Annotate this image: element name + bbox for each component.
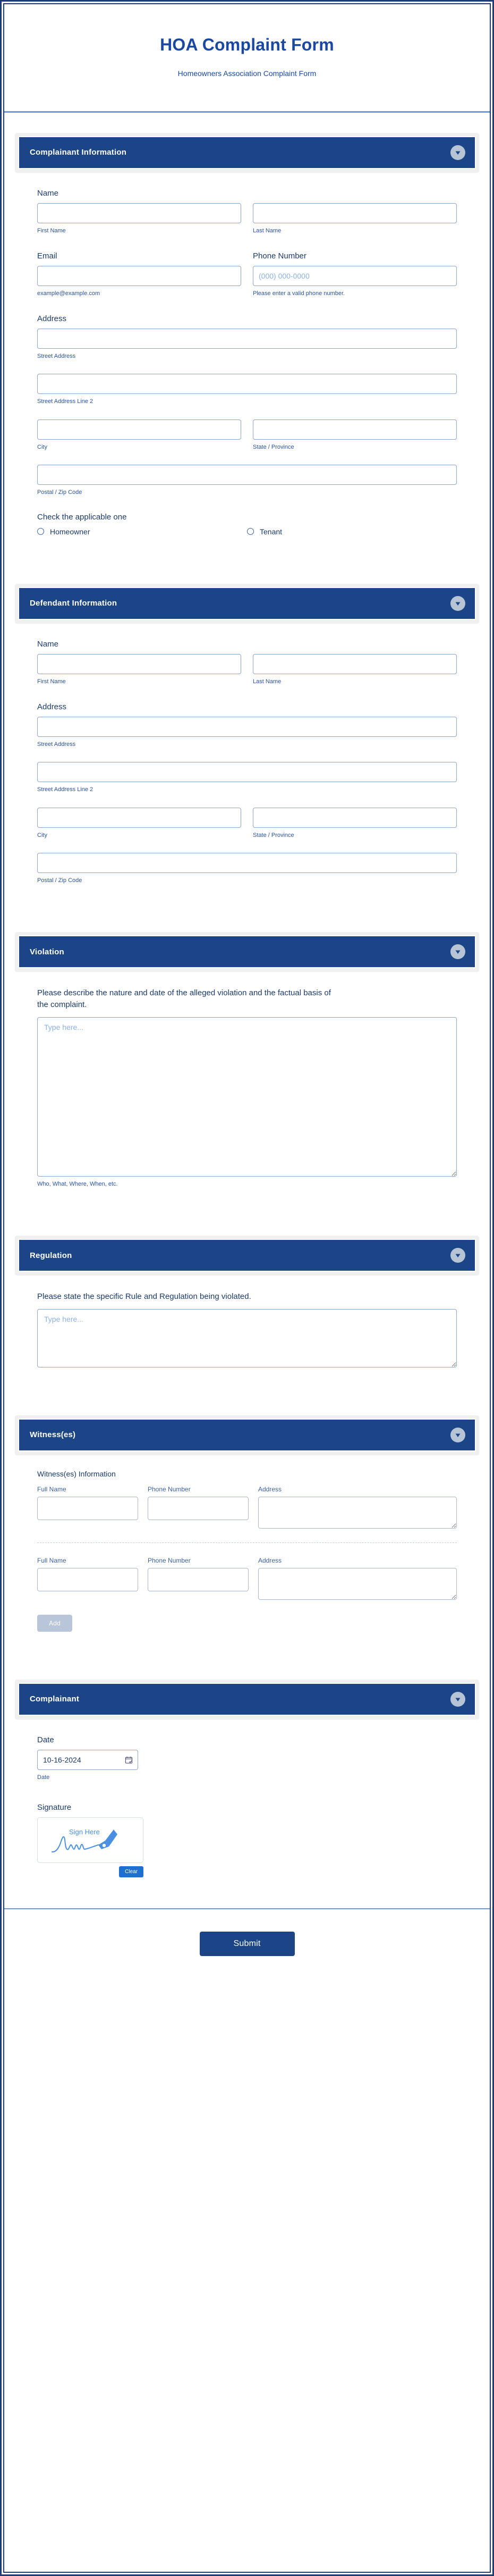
complainant-signoff-fields <box>4 1735 490 1883</box>
violation-description-textarea[interactable] <box>37 1017 457 1177</box>
section-header-complainant-information[interactable] <box>15 133 479 172</box>
clear-signature-button[interactable]: Clear <box>119 1866 143 1877</box>
defendant-last-name-group <box>253 654 457 685</box>
column-header-full-name: Full Name <box>37 1556 66 1564</box>
chevron-down-icon[interactable] <box>450 145 465 160</box>
complainant-name-label: Name <box>37 188 59 198</box>
complainant-city-state-row <box>37 419 457 451</box>
complainant-email-label: Email <box>37 251 57 261</box>
defendant-street-sublabel: Street Address <box>37 741 76 748</box>
radio-label-tenant: Tenant <box>260 527 283 536</box>
defendant-first-name-input[interactable] <box>37 654 241 674</box>
witness-1-full-name-input[interactable] <box>37 1497 138 1520</box>
spacer <box>37 794 457 808</box>
witnesses-heading: Witness(es) Information <box>37 1469 116 1478</box>
column-header-address: Address <box>258 1556 282 1564</box>
complainant-last-name-input[interactable] <box>253 203 457 223</box>
submit-button[interactable]: Submit <box>200 1932 295 1956</box>
chevron-down-icon[interactable] <box>450 944 465 959</box>
complainant-street-address-input[interactable] <box>37 329 457 349</box>
defendant-address-label: Address <box>37 702 67 711</box>
section-title: Complainant <box>30 1694 80 1704</box>
defendant-city-sublabel: City <box>37 832 47 838</box>
complainant-phone-sublabel: Please enter a valid phone number. <box>253 290 345 297</box>
section-header-inner <box>18 136 476 169</box>
section-title: Defendant Information <box>30 599 117 608</box>
complainant-first-name-input[interactable] <box>37 203 241 223</box>
spacer <box>37 884 457 907</box>
witness-1-address-textarea[interactable] <box>258 1497 457 1529</box>
page-subtitle: Homeowners Association Complaint Form <box>177 69 317 78</box>
complainant-street-group <box>37 329 457 360</box>
spacer <box>37 839 457 853</box>
complainant-street2-group <box>37 374 457 405</box>
complainant-street2-sublabel: Street Address Line 2 <box>37 398 93 405</box>
section-header-inner <box>18 935 476 968</box>
applicable-one-label: Check the applicable one <box>37 513 127 522</box>
column-header-full-name: Full Name <box>37 1485 66 1493</box>
complainant-state-input[interactable] <box>253 419 457 440</box>
defendant-postal-sublabel: Postal / Zip Code <box>37 877 82 884</box>
witness-2-phone-input[interactable] <box>148 1568 249 1591</box>
witnesses-fields <box>4 1470 490 1659</box>
date-input[interactable] <box>37 1750 138 1770</box>
violation-fields <box>4 987 490 1215</box>
witness-1-name-cell <box>37 1486 138 1520</box>
spacer <box>37 748 457 762</box>
defendant-first-name-group <box>37 654 241 685</box>
complainant-last-name-group <box>253 203 457 234</box>
column-header-address: Address <box>258 1485 282 1493</box>
witness-2-address-textarea[interactable] <box>258 1568 457 1600</box>
witness-1-phone-input[interactable] <box>148 1497 249 1520</box>
calendar-icon[interactable] <box>125 1756 133 1764</box>
section-title: Complainant Information <box>30 148 127 157</box>
table-row <box>37 1557 457 1600</box>
defendant-information-fields <box>4 639 490 912</box>
spacer <box>37 451 457 465</box>
complainant-phone-group <box>253 235 457 298</box>
column-header-phone-number: Phone Number <box>148 1556 191 1564</box>
submit-footer <box>4 1908 490 1988</box>
defendant-city-input[interactable] <box>37 808 241 828</box>
section-header-inner <box>18 1683 476 1716</box>
complainant-postal-sublabel: Postal / Zip Code <box>37 489 82 496</box>
spacer <box>37 1367 457 1390</box>
defendant-last-name-sublabel: Last Name <box>253 678 282 685</box>
section-header-inner <box>18 1419 476 1451</box>
complainant-postal-group <box>37 465 457 496</box>
complainant-email-group <box>37 235 241 298</box>
defendant-state-group <box>253 808 457 839</box>
complainant-street-address-2-input[interactable] <box>37 374 457 394</box>
chevron-down-icon[interactable] <box>450 1692 465 1707</box>
defendant-name-label: Name <box>37 639 59 649</box>
form-header <box>4 4 490 113</box>
spacer <box>37 1632 457 1654</box>
complainant-state-sublabel: State / Province <box>253 443 294 450</box>
column-header-phone-number: Phone Number <box>148 1485 191 1493</box>
defendant-street-address-2-input[interactable] <box>37 762 457 782</box>
radio-option-homeowner[interactable] <box>37 527 247 536</box>
complainant-postal-code-input[interactable] <box>37 465 457 485</box>
witness-2-phone-cell <box>148 1557 249 1591</box>
spacer <box>37 406 457 419</box>
radio-label-homeowner: Homeowner <box>50 527 90 536</box>
complainant-last-name-sublabel: Last Name <box>253 228 282 234</box>
section-header-defendant-information[interactable] <box>15 584 479 623</box>
signature-pen-icon <box>48 1823 133 1858</box>
witness-1-address-cell <box>258 1486 457 1529</box>
complainant-phone-input[interactable] <box>253 266 457 286</box>
defendant-state-input[interactable] <box>253 808 457 828</box>
add-witness-button[interactable]: Add <box>37 1615 72 1632</box>
radio-circle-icon <box>247 528 254 535</box>
defendant-postal-code-input[interactable] <box>37 853 457 873</box>
complainant-city-group <box>37 419 241 451</box>
complainant-contact-row <box>37 235 457 298</box>
defendant-state-sublabel: State / Province <box>253 832 294 838</box>
chevron-down-icon[interactable] <box>450 1428 465 1442</box>
complainant-information-fields <box>4 188 490 564</box>
witness-2-name-cell <box>37 1557 138 1591</box>
complainant-first-name-group <box>37 203 241 234</box>
complainant-city-sublabel: City <box>37 443 47 450</box>
radio-circle-icon <box>37 528 44 535</box>
regulation-fields <box>4 1291 490 1395</box>
page-title: HOA Complaint Form <box>160 35 334 54</box>
defendant-city-group <box>37 808 241 839</box>
section-header-violation[interactable] <box>15 932 479 971</box>
chevron-down-icon[interactable] <box>450 596 465 611</box>
section-title: Violation <box>30 947 64 956</box>
complainant-city-input[interactable] <box>37 419 241 440</box>
signature-pad[interactable] <box>37 1817 143 1863</box>
form-page-inner <box>3 3 491 2573</box>
table-row <box>37 1486 457 1529</box>
section-header-inner <box>18 587 476 620</box>
defendant-postal-group <box>37 853 457 884</box>
witness-row-divider <box>37 1542 457 1543</box>
sign-here-text: Sign Here <box>69 1827 100 1836</box>
spacer <box>37 1188 457 1210</box>
defendant-city-state-row <box>37 808 457 839</box>
signature-clear-row <box>37 1866 143 1877</box>
regulation-textarea[interactable] <box>37 1309 457 1367</box>
regulation-question: Please state the specific Rule and Regulation being violated. <box>37 1292 251 1302</box>
section-header-witnesses[interactable] <box>15 1415 479 1455</box>
complainant-email-input[interactable] <box>37 266 241 286</box>
witness-1-phone-cell <box>148 1486 249 1520</box>
section-header-inner <box>18 1239 476 1272</box>
defendant-street-group <box>37 717 457 748</box>
complainant-phone-label: Phone Number <box>253 251 306 261</box>
defendant-street2-group <box>37 762 457 793</box>
complainant-street-sublabel: Street Address <box>37 353 76 360</box>
complainant-state-group <box>253 419 457 451</box>
defendant-first-name-sublabel: First Name <box>37 678 66 685</box>
form-body <box>4 113 490 2572</box>
violation-sublabel: Who, What, Where, When, etc. <box>37 1180 118 1187</box>
defendant-last-name-input[interactable] <box>253 654 457 674</box>
witness-2-address-cell <box>258 1557 457 1600</box>
radio-option-tenant[interactable] <box>247 527 457 536</box>
complainant-address-label: Address <box>37 314 67 323</box>
complainant-first-name-sublabel: First Name <box>37 228 66 234</box>
defendant-street2-sublabel: Street Address Line 2 <box>37 786 93 793</box>
witness-2-full-name-input[interactable] <box>37 1568 138 1591</box>
section-title: Witness(es) <box>30 1430 76 1440</box>
spacer <box>37 536 457 558</box>
date-field-wrapper <box>37 1750 138 1770</box>
section-header-complainant[interactable] <box>15 1680 479 1719</box>
spacer <box>37 360 457 374</box>
complainant-name-row <box>37 203 457 234</box>
applicable-one-radio-group <box>37 527 457 536</box>
date-sublabel: Date <box>37 1774 50 1781</box>
chevron-down-icon[interactable] <box>450 1248 465 1263</box>
defendant-street-address-input[interactable] <box>37 717 457 737</box>
section-header-regulation[interactable] <box>15 1236 479 1275</box>
date-label: Date <box>37 1735 54 1744</box>
defendant-name-row <box>37 654 457 685</box>
violation-question: Please describe the nature and date of the alleged violation and the factual basis of the complaint. <box>37 988 331 1009</box>
section-title: Regulation <box>30 1251 72 1260</box>
complainant-email-sublabel: example@example.com <box>37 290 100 297</box>
signature-label: Signature <box>37 1802 72 1812</box>
